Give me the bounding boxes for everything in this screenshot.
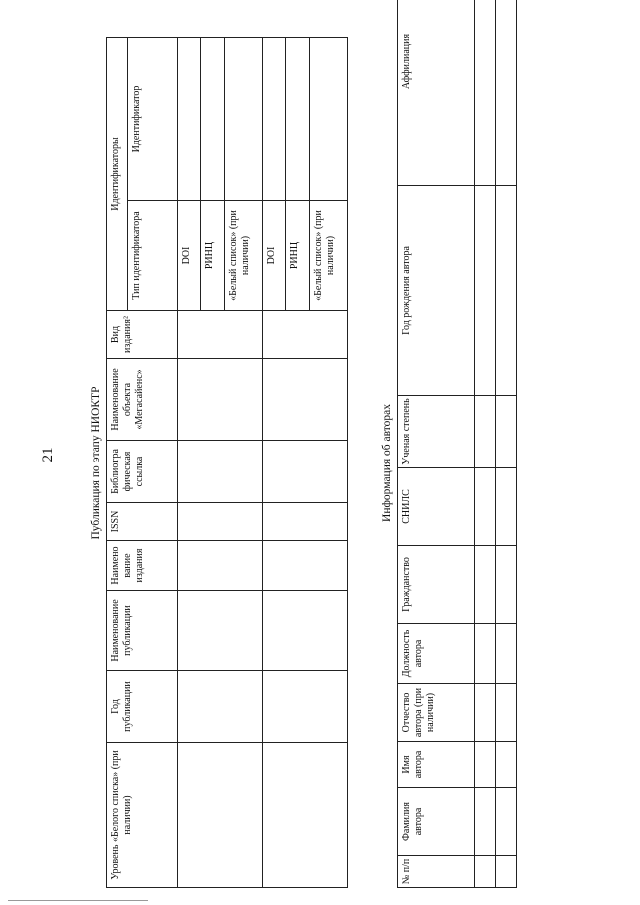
table-cell	[178, 441, 263, 503]
publication-title: Публикация по этапу НИОКТР	[90, 386, 102, 540]
table-cell	[262, 743, 347, 888]
table-cell	[178, 311, 263, 359]
id-type-cell: «Белый список» (при наличии)	[309, 201, 347, 311]
authors-title: Информация об авторах	[381, 404, 393, 522]
table-header-row	[107, 38, 128, 888]
table-cell	[496, 396, 517, 468]
col-snils: СНИЛС	[398, 468, 475, 546]
col-position: Должность автора	[398, 624, 475, 684]
table-cell	[475, 856, 496, 888]
col-affiliation: Аффилиация	[398, 0, 475, 186]
id-cell	[262, 38, 285, 201]
id-type-cell: DOI	[262, 201, 285, 311]
table-cell	[475, 468, 496, 546]
id-cell	[178, 38, 201, 201]
table-cell	[262, 591, 347, 671]
table-cell	[496, 624, 517, 684]
col-level: Уровень «Белого списка» (при наличии)	[107, 743, 178, 888]
table-cell	[496, 742, 517, 788]
table-cell	[475, 742, 496, 788]
table-row	[496, 0, 517, 888]
table-cell	[262, 671, 347, 743]
id-type-cell: РИНЦ	[201, 201, 224, 311]
col-year: Год публикации	[107, 671, 178, 743]
id-type-cell: «Белый список» (при наличии)	[224, 201, 262, 311]
table-cell	[178, 671, 263, 743]
id-cell	[309, 38, 347, 201]
authors-section	[377, 33, 517, 888]
table-cell	[475, 546, 496, 624]
col-id-type: Тип идентификатора	[128, 201, 178, 311]
table-cell	[178, 503, 263, 541]
id-type-cell: РИНЦ	[286, 201, 309, 311]
table-cell	[475, 788, 496, 856]
col-birth-year: Год рождения автора	[398, 186, 475, 396]
id-cell	[201, 38, 224, 201]
table-cell	[496, 468, 517, 546]
col-megascience: Наименование объекта «Мегасайенс»	[107, 359, 178, 441]
col-id: Идентификатор	[128, 38, 178, 201]
table-cell	[496, 684, 517, 742]
table-cell	[475, 186, 496, 396]
table-row	[262, 38, 285, 888]
id-cell	[224, 38, 262, 201]
table-cell	[178, 359, 263, 441]
table-cell	[178, 591, 263, 671]
table-cell	[475, 684, 496, 742]
col-name: Наименование публикации	[107, 591, 178, 671]
table-cell	[262, 311, 347, 359]
table-cell	[496, 856, 517, 888]
page-number: 21	[40, 447, 56, 463]
col-num: № п/п	[398, 856, 475, 888]
table-header-row	[398, 0, 475, 888]
col-firstname: Имя автора	[398, 742, 475, 788]
col-citizenship: Гражданство	[398, 546, 475, 624]
table-cell	[262, 541, 347, 591]
table-cell	[475, 0, 496, 186]
col-issn: ISSN	[107, 503, 178, 541]
table-cell	[262, 441, 347, 503]
col-biblio: Библиогра фическая ссылка	[107, 441, 178, 503]
authors-table	[397, 0, 517, 888]
col-degree: Ученая степень	[398, 396, 475, 468]
table-row	[475, 0, 496, 888]
table-cell	[178, 541, 263, 591]
page-edge-line	[8, 900, 148, 901]
col-edition-type: Вид издания²	[107, 311, 178, 359]
table-cell	[496, 0, 517, 186]
table-cell	[178, 743, 263, 888]
col-identifiers: Идентификаторы	[107, 38, 128, 311]
table-cell	[262, 359, 347, 441]
col-patronymic: Отчество автора (при наличии)	[398, 684, 475, 742]
table-cell	[262, 503, 347, 541]
table-cell	[496, 546, 517, 624]
publication-table	[106, 37, 348, 888]
id-cell	[286, 38, 309, 201]
col-surname: Фамилия автора	[398, 788, 475, 856]
table-cell	[475, 396, 496, 468]
id-type-cell: DOI	[178, 201, 201, 311]
publication-section	[86, 38, 348, 888]
col-edition-name: Наимено вание издания	[107, 541, 178, 591]
table-cell	[496, 186, 517, 396]
table-cell	[475, 624, 496, 684]
table-row	[178, 38, 201, 888]
table-cell	[496, 788, 517, 856]
